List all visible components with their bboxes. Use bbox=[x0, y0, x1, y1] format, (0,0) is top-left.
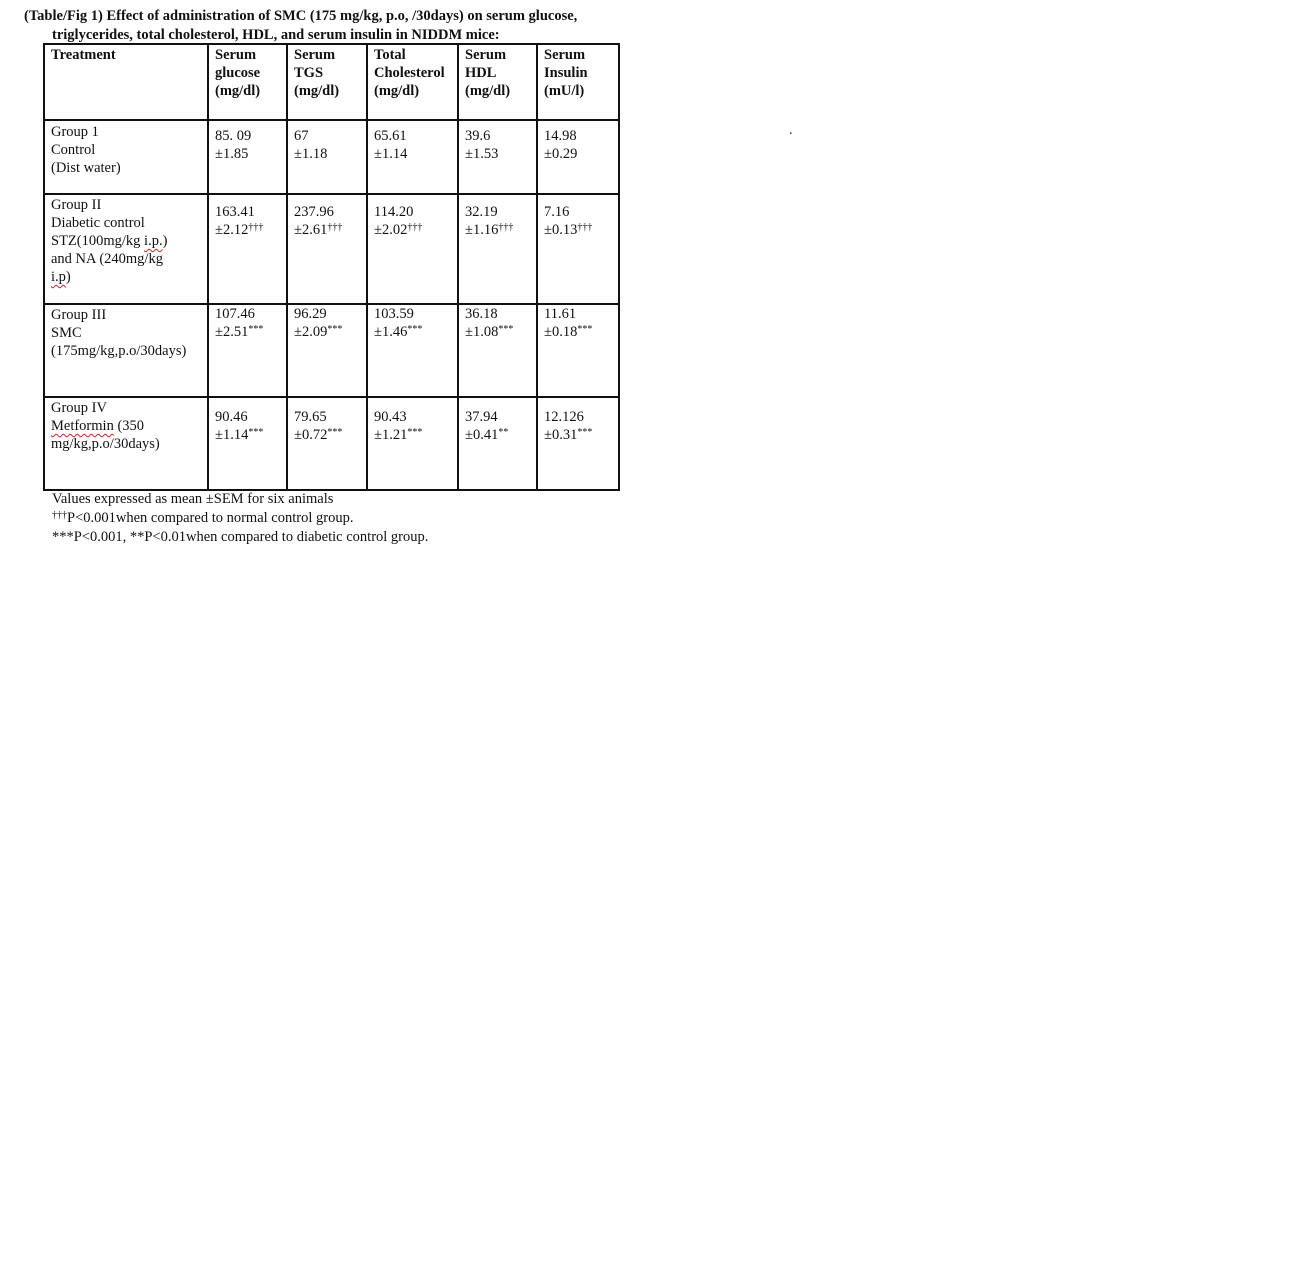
treatment-cell: Group II Diabetic control STZ(100mg/kg i.p.) and NA (240mg/kg i.p) bbox=[44, 194, 208, 304]
value-cell: 90.46 ±1.14*** bbox=[208, 397, 287, 490]
value-cell: 14.98 ±0.29 bbox=[537, 120, 619, 194]
value-cell: 7.16 ±0.13††† bbox=[537, 194, 619, 304]
value-cell: 163.41 ±2.12††† bbox=[208, 194, 287, 304]
table-row bbox=[44, 397, 619, 490]
value-cell: 39.6 ±1.53 bbox=[458, 120, 537, 194]
header-total-cholesterol: Total Cholesterol (mg/dl) bbox=[367, 44, 458, 120]
header-serum-glucose: Serum glucose (mg/dl) bbox=[208, 44, 287, 120]
dagger-mark: ††† bbox=[52, 510, 67, 521]
footnote-diabetic-control: ***P<0.001, **P<0.01when compared to diabetic control group. bbox=[52, 529, 429, 545]
value-cell: 37.94 ±0.41** bbox=[458, 397, 537, 490]
header-serum-hdl: Serum HDL (mg/dl) bbox=[458, 44, 537, 120]
value-cell: 12.126 ±0.31*** bbox=[537, 397, 619, 490]
value-cell: 65.61 ±1.14 bbox=[367, 120, 458, 194]
value-cell: 103.59 ±1.46*** bbox=[367, 304, 458, 397]
stray-mark: . bbox=[789, 123, 793, 138]
value-cell: 36.18 ±1.08*** bbox=[458, 304, 537, 397]
header-row bbox=[44, 44, 619, 120]
footnote-normal-control: †††P<0.001when compared to normal control group. bbox=[52, 510, 354, 526]
caption-line-2: triglycerides, total cholesterol, HDL, and serum insulin in NIDDM mice: bbox=[52, 27, 500, 43]
value-cell: 114.20 ±2.02††† bbox=[367, 194, 458, 304]
value-cell: 67 ±1.18 bbox=[287, 120, 367, 194]
results-table bbox=[43, 43, 620, 491]
table-row bbox=[44, 194, 619, 304]
table-caption bbox=[24, 7, 664, 45]
header-serum-insulin: Serum Insulin (mU/l) bbox=[537, 44, 619, 120]
value-cell: 237.96 ±2.61††† bbox=[287, 194, 367, 304]
treatment-cell: Group IV Metformin (350 mg/kg,p.o/30days) bbox=[44, 397, 208, 490]
value-cell: 107.46 ±2.51*** bbox=[208, 304, 287, 397]
table-row bbox=[44, 304, 619, 397]
caption-line-1: (Table/Fig 1) Effect of administration of SMC (175 mg/kg, p.o, /30days) on serum glucose, bbox=[24, 8, 578, 24]
header-serum-tgs: Serum TGS (mg/dl) bbox=[287, 44, 367, 120]
value-cell: 32.19 ±1.16††† bbox=[458, 194, 537, 304]
value-cell: 96.29 ±2.09*** bbox=[287, 304, 367, 397]
value-cell: 85. 09 ±1.85 bbox=[208, 120, 287, 194]
value-cell: 11.61 ±0.18*** bbox=[537, 304, 619, 397]
value-cell: 79.65 ±0.72*** bbox=[287, 397, 367, 490]
table-footnotes bbox=[52, 490, 652, 547]
header-treatment: Treatment bbox=[44, 44, 208, 120]
treatment-cell: Group 1 Control (Dist water) bbox=[44, 120, 208, 194]
table-row bbox=[44, 120, 619, 194]
treatment-cell: Group III SMC (175mg/kg,p.o/30days) bbox=[44, 304, 208, 397]
value-cell: 90.43 ±1.21*** bbox=[367, 397, 458, 490]
footnote-values: Values expressed as mean ±SEM for six animals bbox=[52, 491, 334, 507]
